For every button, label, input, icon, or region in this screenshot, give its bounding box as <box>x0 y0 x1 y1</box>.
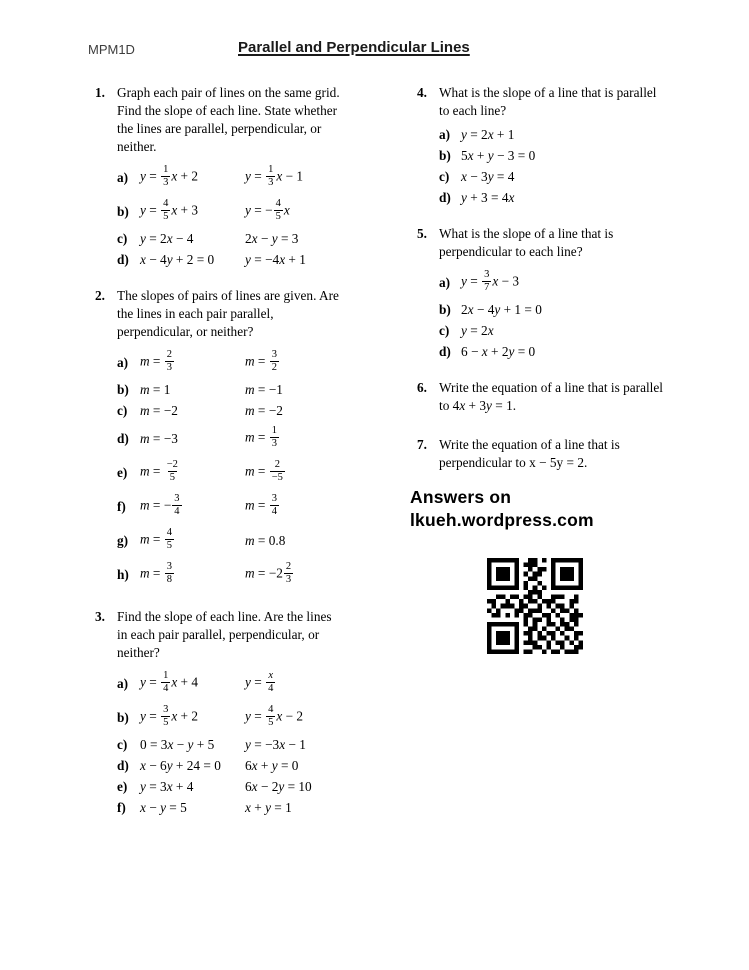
prompt-line: to 4x + 3y = 1. <box>439 398 517 413</box>
fraction <box>172 493 181 518</box>
item-label: d) <box>117 252 129 267</box>
equation-left: y = 2x <box>461 323 494 338</box>
equation-left: x − 6y + 24 = 0 <box>140 758 221 773</box>
prompt-line: neither. <box>117 139 157 154</box>
fraction-denominator: 4 <box>268 683 274 694</box>
fraction-denominator: 4 <box>163 683 169 694</box>
item-d <box>439 188 739 208</box>
equation-right: x + y = 1 <box>245 800 292 815</box>
fraction-numerator: 4 <box>275 197 281 209</box>
fraction-numerator: 3 <box>163 703 169 715</box>
equation-right: 6x − 2y = 10 <box>245 779 312 794</box>
equation-left: y = $\frac{4}{5}$ x + 3 <box>140 197 199 222</box>
equation-left: y = $\frac{1}{3}$ x + 2 <box>140 163 199 188</box>
equation-left: y = $\frac{1}{4}$ x + 4 <box>140 669 199 694</box>
item-c <box>117 401 407 421</box>
fraction <box>165 561 174 586</box>
question-prompt <box>439 379 739 415</box>
course-code: MPM1D <box>88 42 135 57</box>
item-g <box>117 524 407 557</box>
qr-code <box>487 558 583 654</box>
equation-left: y + 3 = 4x <box>461 190 515 205</box>
fraction <box>270 493 279 518</box>
question-body <box>439 379 739 420</box>
question-body <box>439 84 739 209</box>
question-1 <box>95 84 407 271</box>
fraction-denominator: 5 <box>163 717 169 728</box>
equation-left: m = $\frac{-2}{5}$ <box>140 458 178 483</box>
equation-left: 6 − x + 2y = 0 <box>461 344 536 359</box>
question-items <box>117 667 407 818</box>
equation-left: m = 1 <box>140 382 171 397</box>
question-body <box>117 84 407 271</box>
fraction <box>165 459 180 484</box>
question-body <box>117 608 407 819</box>
equation-left: y = 2x − 4 <box>140 231 194 246</box>
prompt-line: Graph each pair of lines on the same grid. <box>117 85 340 100</box>
item-label: f) <box>117 800 126 815</box>
fraction-denominator: 4 <box>271 506 278 517</box>
equation-right: m = $\frac{2}{-5}$ <box>245 458 283 483</box>
fraction-denominator: 3 <box>268 177 274 188</box>
fraction-numerator: 3 <box>271 348 278 360</box>
item-label: c) <box>439 169 450 184</box>
item-b <box>117 701 407 734</box>
fraction-denominator: 2 <box>271 362 278 373</box>
fraction-numerator: 3 <box>484 268 490 280</box>
question-prompt <box>439 436 739 472</box>
fraction-denominator: 7 <box>484 282 490 293</box>
fraction-denominator: 3 <box>271 438 278 449</box>
item-label: d) <box>117 758 129 773</box>
item-f <box>117 798 407 818</box>
question-number: 7. <box>417 437 427 452</box>
item-label: b) <box>439 148 451 163</box>
item-label: e) <box>117 464 128 480</box>
item-label: c) <box>117 737 128 752</box>
prompt-line: perpendicular to x − 5y = 2. <box>439 455 588 470</box>
fraction-denominator: 3 <box>163 177 169 188</box>
item-label: c) <box>117 231 128 246</box>
fraction-denominator: 5 <box>275 211 281 222</box>
equation-left: x − y = 5 <box>140 800 187 815</box>
item-c <box>117 229 407 249</box>
equation-right: y = −4x + 1 <box>245 252 306 267</box>
question-number: 2. <box>95 288 105 303</box>
item-label: a) <box>117 354 129 370</box>
fraction-numerator: 2 <box>166 348 173 360</box>
equation-left: m = −2 <box>140 403 178 418</box>
item-f <box>117 490 407 523</box>
question-body <box>439 436 739 477</box>
equation-right: m = −2 <box>245 403 283 418</box>
equation-left: m = $\frac{2}{3}$ <box>140 348 173 373</box>
item-c <box>439 167 739 187</box>
equation-left: 2x − 4y + 1 = 0 <box>461 302 542 317</box>
prompt-line: perpendicular, or neither? <box>117 324 254 339</box>
item-label: h) <box>117 566 129 582</box>
item-label: f) <box>117 498 126 514</box>
question-prompt <box>439 84 739 120</box>
fraction <box>284 561 293 586</box>
fraction-denominator: 5 <box>163 211 169 222</box>
prompt-line: What is the slope of a line that is parallel <box>439 85 657 100</box>
fraction <box>165 349 174 374</box>
question-number: 5. <box>417 226 427 241</box>
fraction <box>266 670 275 695</box>
fraction <box>266 164 275 189</box>
item-e <box>117 456 407 489</box>
fraction-denominator: 5 <box>166 540 173 551</box>
question-number: 1. <box>95 85 105 100</box>
fraction <box>482 269 491 294</box>
equation-left: 0 = 3x − y + 5 <box>140 737 215 752</box>
prompt-line: neither? <box>117 645 160 660</box>
item-d <box>117 756 407 776</box>
fraction-numerator: x <box>268 669 274 681</box>
equation-right: y = $\frac{4}{5}$ x − 2 <box>245 703 304 728</box>
fraction <box>161 164 170 189</box>
fraction-denominator: 3 <box>285 574 292 585</box>
equation-right: y = $\frac{1}{3}$ x − 1 <box>245 163 304 188</box>
item-a <box>117 346 407 379</box>
question-items <box>439 266 739 362</box>
equation-right: m = 0.8 <box>245 532 286 548</box>
column-left <box>95 84 407 835</box>
question-body <box>439 225 739 363</box>
equation-left: y = 2x + 1 <box>461 127 515 142</box>
item-b <box>117 380 407 400</box>
fraction <box>270 349 279 374</box>
question-prompt <box>117 84 407 156</box>
item-label: c) <box>439 323 450 338</box>
prompt-line: Find the slope of each line. Are the lines <box>117 609 332 624</box>
fraction <box>274 198 283 223</box>
fraction-numerator: −2 <box>166 458 178 470</box>
equation-right: 6x + y = 0 <box>245 758 299 773</box>
equation-right: y = $\frac{x}{4}$ <box>245 669 274 694</box>
fraction-denominator: 3 <box>166 362 173 373</box>
item-e <box>117 777 407 797</box>
fraction-numerator: 1 <box>163 669 169 681</box>
prompt-line: Write the equation of a line that is <box>439 437 620 452</box>
equation-right: 2x − y = 3 <box>245 231 299 246</box>
question-prompt <box>117 608 407 662</box>
item-d <box>117 250 407 270</box>
question-number: 3. <box>95 609 105 624</box>
fraction-numerator: 4 <box>163 197 169 209</box>
fraction-numerator: 4 <box>166 526 173 538</box>
prompt-line: Find the slope of each line. State whether <box>117 103 338 118</box>
equation-left: 5x + y − 3 = 0 <box>461 148 536 163</box>
fraction <box>270 425 279 450</box>
question-items <box>117 161 407 270</box>
fraction <box>161 704 170 729</box>
item-label: g) <box>117 532 129 548</box>
fraction <box>161 670 170 695</box>
item-label: a) <box>439 127 451 142</box>
item-a <box>117 667 407 700</box>
fraction-denominator: 5 <box>268 717 274 728</box>
item-label: d) <box>117 430 129 446</box>
equation-right: y = − $\frac{4}{5}$ x <box>245 197 290 222</box>
question-2 <box>95 287 407 592</box>
page-title: Parallel and Perpendicular Lines <box>238 39 470 56</box>
equation-left: y = $\frac{3}{7}$ x − 3 <box>461 268 520 293</box>
fraction-numerator: 1 <box>271 424 278 436</box>
fraction-numerator: 2 <box>274 458 280 470</box>
equation-left: y = $\frac{3}{5}$ x + 2 <box>140 703 199 728</box>
question-number: 6. <box>417 380 427 395</box>
equation-left: m = $\frac{3}{8}$ <box>140 560 173 585</box>
equation-right: y = −3x − 1 <box>245 737 306 752</box>
equation-left: m = −3 <box>140 430 178 446</box>
prompt-line: the lines are parallel, perpendicular, or <box>117 121 322 136</box>
question-items <box>117 346 407 591</box>
answers-note-line2: lkueh.wordpress.com <box>410 510 594 530</box>
question-5 <box>417 225 739 363</box>
item-h <box>117 558 407 591</box>
item-label: a) <box>439 274 451 290</box>
question-body <box>117 287 407 592</box>
equation-right: m = $\frac{1}{3}$ <box>245 424 278 449</box>
fraction-numerator: 3 <box>174 492 180 504</box>
question-6 <box>417 379 739 420</box>
item-label: b) <box>439 302 451 317</box>
equation-left: x − 3y = 4 <box>461 169 515 184</box>
fraction <box>165 527 174 552</box>
item-b <box>439 146 739 166</box>
item-label: a) <box>117 169 129 185</box>
fraction-denominator: 5 <box>169 472 175 483</box>
question-prompt <box>117 287 407 341</box>
prompt-line: to each line? <box>439 103 507 118</box>
item-label: e) <box>117 779 128 794</box>
question-prompt <box>439 225 739 261</box>
item-label: b) <box>117 203 129 219</box>
fraction-denominator: 4 <box>174 506 180 517</box>
fraction <box>270 459 285 484</box>
item-label: d) <box>439 190 451 205</box>
fraction-numerator: 1 <box>163 163 169 175</box>
fraction-denominator: −5 <box>271 472 283 483</box>
item-label: b) <box>117 709 129 725</box>
fraction-numerator: 3 <box>271 492 278 504</box>
prompt-line: perpendicular to each line? <box>439 244 583 259</box>
item-c <box>117 735 407 755</box>
equation-left: m = $\frac{4}{5}$ <box>140 526 173 551</box>
equation-right: m = $\frac{3}{4}$ <box>245 492 278 517</box>
prompt-line: The slopes of pairs of lines are given. Are <box>117 288 339 303</box>
question-7 <box>417 436 739 477</box>
prompt-line: Write the equation of a line that is parallel <box>439 380 663 395</box>
equation-right: m = $\frac{3}{2}$ <box>245 348 278 373</box>
question-items <box>439 125 739 208</box>
column-right <box>417 84 739 493</box>
fraction-numerator: 2 <box>285 560 292 572</box>
fraction <box>266 704 275 729</box>
prompt-line: in each pair parallel, perpendicular, or <box>117 627 320 642</box>
item-label: c) <box>117 403 128 418</box>
item-d <box>439 342 739 362</box>
fraction-numerator: 3 <box>166 560 173 572</box>
fraction-denominator: 8 <box>166 574 173 585</box>
item-label: b) <box>117 382 129 397</box>
item-c <box>439 321 739 341</box>
fraction-numerator: 4 <box>268 703 274 715</box>
question-3 <box>95 608 407 819</box>
question-4 <box>417 84 739 209</box>
item-d <box>117 422 407 455</box>
fraction <box>161 198 170 223</box>
prompt-line: the lines in each pair parallel, <box>117 306 274 321</box>
equation-left: y = 3x + 4 <box>140 779 194 794</box>
question-number: 4. <box>417 85 427 100</box>
qr-image <box>487 558 583 654</box>
equation-left: m = − $\frac{3}{4}$ <box>140 492 180 517</box>
equation-right: m = −2 $\frac{2}{3}$ <box>245 560 292 585</box>
item-b <box>439 300 739 320</box>
item-a <box>439 266 739 299</box>
item-b <box>117 195 407 228</box>
item-a <box>439 125 739 145</box>
equation-left: x − 4y + 2 = 0 <box>140 252 215 267</box>
answers-note-line1: Answers on <box>410 487 512 507</box>
equation-right: m = −1 <box>245 382 283 397</box>
fraction-numerator: 1 <box>268 163 274 175</box>
item-label: a) <box>117 675 129 691</box>
answers-note <box>410 486 594 532</box>
item-a <box>117 161 407 194</box>
item-label: d) <box>439 344 451 359</box>
prompt-line: What is the slope of a line that is <box>439 226 614 241</box>
